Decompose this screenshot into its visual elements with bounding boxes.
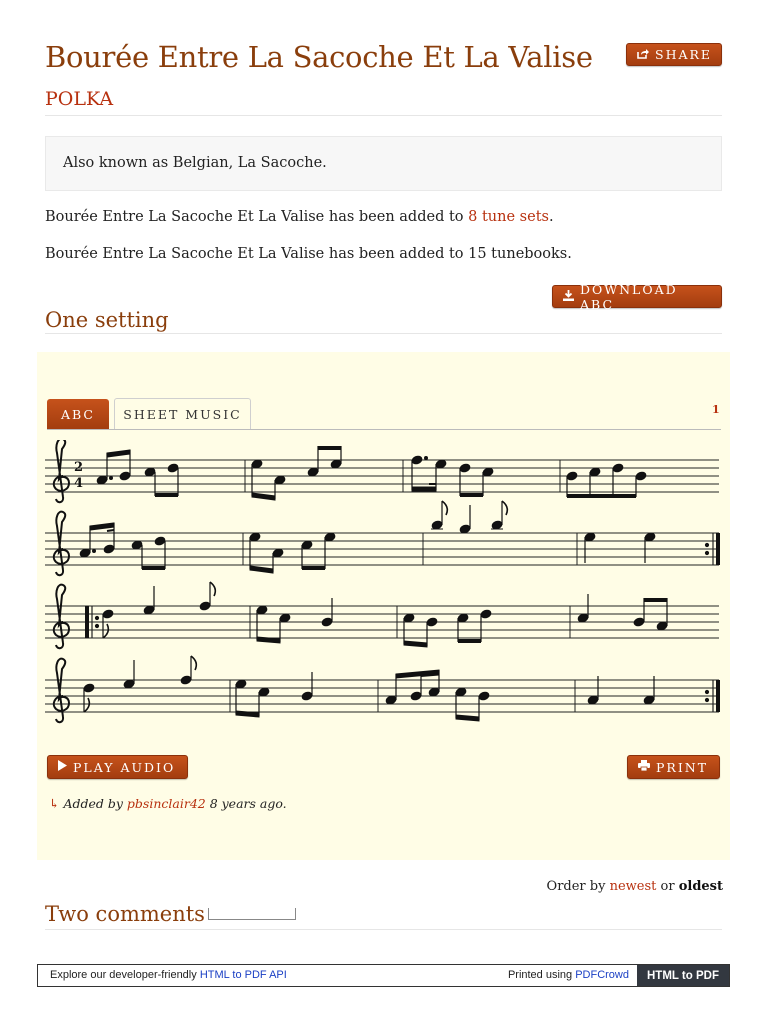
- settings-heading: One setting: [45, 308, 169, 332]
- staff-line-4: [45, 656, 720, 722]
- print-button[interactable]: [627, 755, 720, 779]
- html-to-pdf-button[interactable]: HTML to PDF: [637, 965, 729, 986]
- order-newest-link[interactable]: newest: [609, 879, 657, 894]
- tune-sets-text: [45, 209, 554, 225]
- setting-panel: [37, 352, 730, 860]
- footer-right: [508, 969, 629, 981]
- print-label: PRINT: [656, 759, 709, 775]
- staff-line-1: [45, 440, 719, 502]
- share-label: SHARE: [655, 47, 713, 62]
- order-oldest: oldest: [678, 879, 723, 894]
- added-by-line: [49, 796, 287, 811]
- staff-line-2: [45, 501, 720, 575]
- comment-order: [547, 879, 723, 894]
- added-by-user-link[interactable]: pbsinclair42: [126, 796, 206, 811]
- download-abc-label: DOWNLOAD ABC: [580, 281, 678, 312]
- sheet-music: [45, 440, 725, 730]
- also-known-as: Also known as Belgian, La Sacoche.: [45, 136, 722, 191]
- footer-right-text: Printed using: [507, 969, 576, 981]
- order-or: or: [656, 879, 679, 894]
- pdf-footer: [37, 964, 730, 987]
- comments-toggle[interactable]: [208, 908, 296, 920]
- setting-number-link[interactable]: 1: [712, 403, 720, 416]
- tab-abc[interactable]: ABC: [47, 399, 109, 429]
- divider: [45, 115, 722, 116]
- added-by-prefix: Added by: [63, 796, 127, 811]
- printer-icon: [638, 760, 650, 774]
- tab-sheet-music[interactable]: SHEET MUSIC: [114, 398, 251, 430]
- download-icon: [563, 290, 574, 304]
- time-signature-bottom: 4: [74, 476, 84, 491]
- tune-type: POLKA: [45, 88, 114, 110]
- divider: [45, 929, 722, 930]
- divider: [45, 333, 722, 334]
- play-audio-label: PLAY AUDIO: [73, 759, 176, 775]
- staff-line-3: [45, 582, 719, 648]
- download-abc-button[interactable]: [552, 281, 722, 312]
- time-signature-top: 2: [74, 460, 84, 475]
- added-by-time: 8 years ago.: [205, 796, 287, 811]
- page-title: Bourée Entre La Sacoche Et La Valise: [45, 40, 593, 74]
- tunebooks-text: Bourée Entre La Sacoche Et La Valise has been added to 15 tunebooks.: [45, 246, 572, 262]
- order-prefix: Order by: [546, 879, 610, 894]
- tune-sets-link[interactable]: 8 tune sets: [468, 209, 549, 225]
- tune-sets-suffix: .: [548, 209, 554, 225]
- reply-arrow-icon: ↳: [49, 796, 60, 811]
- play-audio-button[interactable]: [47, 755, 188, 779]
- tab-divider: [47, 429, 721, 430]
- footer-left: [50, 969, 287, 981]
- share-icon: [637, 48, 649, 62]
- comments-heading: Two comments: [45, 902, 205, 926]
- footer-left-text: Explore our developer-friendly: [50, 969, 200, 981]
- footer-pdfcrowd-link[interactable]: PDFCrowd: [575, 969, 629, 981]
- play-icon: [58, 760, 67, 774]
- tune-sets-prefix: Bourée Entre La Sacoche Et La Valise has been added to: [45, 209, 469, 225]
- share-button[interactable]: [626, 43, 722, 66]
- footer-api-link[interactable]: HTML to PDF API: [199, 969, 287, 981]
